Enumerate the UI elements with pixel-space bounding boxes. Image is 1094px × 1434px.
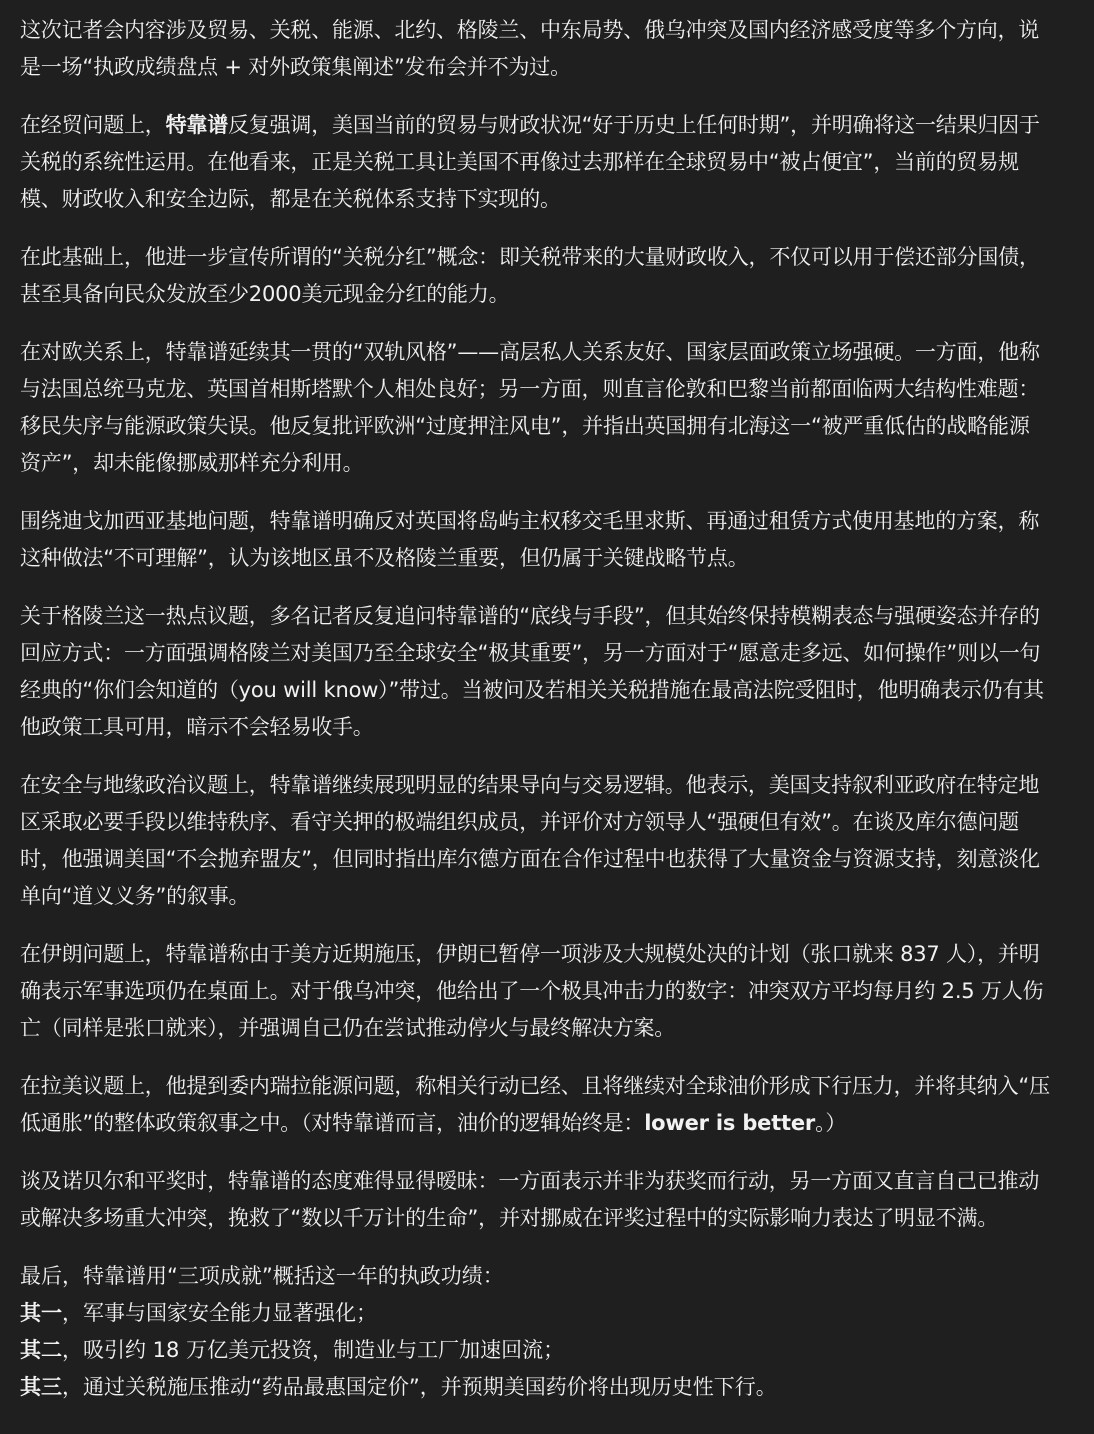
- paragraph-text: 在此基础上，他进一步宣传所谓的“关税分红”概念：即关税带来的大量财政收入，不仅可以用于偿还部分国债，甚至具备向民众发放至少2000美元现金分红的能力。: [20, 245, 1040, 306]
- paragraph-overview: [20, 12, 1050, 86]
- achievement-text: ，通过关税施压推动“药品最惠国定价”，并预期美国药价将出现历史性下行。: [62, 1375, 777, 1399]
- paragraph-tariff-dividend: [20, 239, 1050, 313]
- paragraph-europe: [20, 334, 1050, 482]
- achievement-list: [20, 1295, 1050, 1406]
- achievement-label: 其二: [20, 1338, 62, 1362]
- paragraph-text: 反复强调，美国当前的贸易与财政状况“好于历史上任何时期”，并明确将这一结果归因于关税的系统性运用。在他看来，正是关税工具让美国不再像过去那样在全球贸易中“被占便宜”，当前的贸易规模、财政收入和安全边际，都是在关税体系支持下实现的。: [20, 113, 1040, 211]
- paragraph-text: 这次记者会内容涉及贸易、关税、能源、北约、格陵兰、中东局势、俄乌冲突及国内经济感受度等多个方向，说是一场“执政成绩盘点 + 对外政策集阐述”发布会并不为过。: [20, 18, 1040, 79]
- paragraph-greenland: [20, 598, 1050, 746]
- paragraph-text: 围绕迪戈加西亚基地问题，特靠谱明确反对英国将岛屿主权移交毛里求斯、再通过租赁方式使用基地的方案，称这种做法“不可理解”，认为该地区虽不及格陵兰重要，但仍属于关键战略节点。: [20, 509, 1040, 570]
- achievement-text: ，吸引约 18 万亿美元投资，制造业与工厂加速回流；: [62, 1338, 565, 1362]
- paragraph-diego-garcia: [20, 503, 1050, 577]
- list-item: [20, 1369, 1050, 1406]
- paragraph-bold-phrase: lower is better: [644, 1111, 816, 1135]
- summary-section: [20, 1258, 1050, 1406]
- paragraph-text: 在安全与地缘政治议题上，特靠谱继续展现明显的结果导向与交易逻辑。他表示，美国支持叙利亚政府在特定地区采取必要手段以维持秩序、看守关押的极端组织成员，并评价对方领导人“强硬但有效”。在谈及库尔德问题时，他强调美国“不会抛弃盟友”，但同时指出库尔德方面在合作过程中也获得了大量资金与资源支持，刻意淡化单向“道义义务”的叙事。: [20, 773, 1040, 908]
- list-item: [20, 1332, 1050, 1369]
- paragraph-text: 关于格陵兰这一热点议题，多名记者反复追问特靠谱的“底线与手段”，但其始终保持模糊表态与强硬姿态并存的回应方式：一方面强调格陵兰对美国乃至全球安全“极其重要”，另一方面对于“愿意走多远、如何操作”则以一句经典的“你们会知道的（you will know）”带过。当被问及若相关关税措施在最高法院受阻时，他明确表示仍有其他政策工具可用，暗示不会轻易收手。: [20, 604, 1044, 739]
- paragraph-trade: [20, 107, 1050, 218]
- paragraph-iran-ukraine: [20, 936, 1050, 1047]
- paragraph-tail: 。）: [815, 1111, 847, 1135]
- achievement-label: 其一: [20, 1301, 62, 1325]
- achievement-label: 其三: [20, 1375, 62, 1399]
- paragraph-text: 在伊朗问题上，特靠谱称由于美方近期施压，伊朗已暂停一项涉及大规模处决的计划（张口就来 837 人），并明确表示军事选项仍在桌面上。对于俄乌冲突，他给出了一个极具冲击力的数字：冲突双方平均每月约 2.5 万人伤亡（同样是张口就来），并强调自己仍在尝试推动停火与最终解决方案。: [20, 942, 1044, 1040]
- paragraph-text: 在对欧关系上，特靠谱延续其一贯的“双轨风格”——高层私人关系友好、国家层面政策立场强硬。一方面，他称与法国总统马克龙、英国首相斯塔默个人相处良好；另一方面，则直言伦敦和巴黎当前都面临两大结构性难题：移民失序与能源政策失误。他反复批评欧洲“过度押注风电”，并指出英国拥有北海这一“被严重低估的战略能源资产”，却未能像挪威那样充分利用。: [20, 340, 1040, 475]
- paragraph-text: 谈及诺贝尔和平奖时，特靠谱的态度难得显得暧昧：一方面表示并非为获奖而行动，另一方面又直言自己已推动或解决多场重大冲突，挽救了“数以千万计的生命”，并对挪威在评奖过程中的实际影响力表达了明显不满。: [20, 1169, 1040, 1230]
- list-item: [20, 1295, 1050, 1332]
- paragraph-latin-america: [20, 1068, 1050, 1142]
- paragraph-lead: 在经贸问题上，: [20, 113, 166, 137]
- paragraph-security: [20, 767, 1050, 915]
- summary-lead: 最后，特靠谱用“三项成就”概括这一年的执政功绩：: [20, 1264, 504, 1288]
- paragraph-bold-name: 特靠谱: [165, 113, 229, 137]
- paragraph-text: 在拉美议题上，他提到委内瑞拉能源问题，称相关行动已经、且将继续对全球油价形成下行压力，并将其纳入“压低通胀”的整体政策叙事之中。（对特靠谱而言，油价的逻辑始终是：: [20, 1074, 1050, 1135]
- achievement-text: ，军事与国家安全能力显著强化；: [62, 1301, 377, 1325]
- paragraph-nobel: [20, 1163, 1050, 1237]
